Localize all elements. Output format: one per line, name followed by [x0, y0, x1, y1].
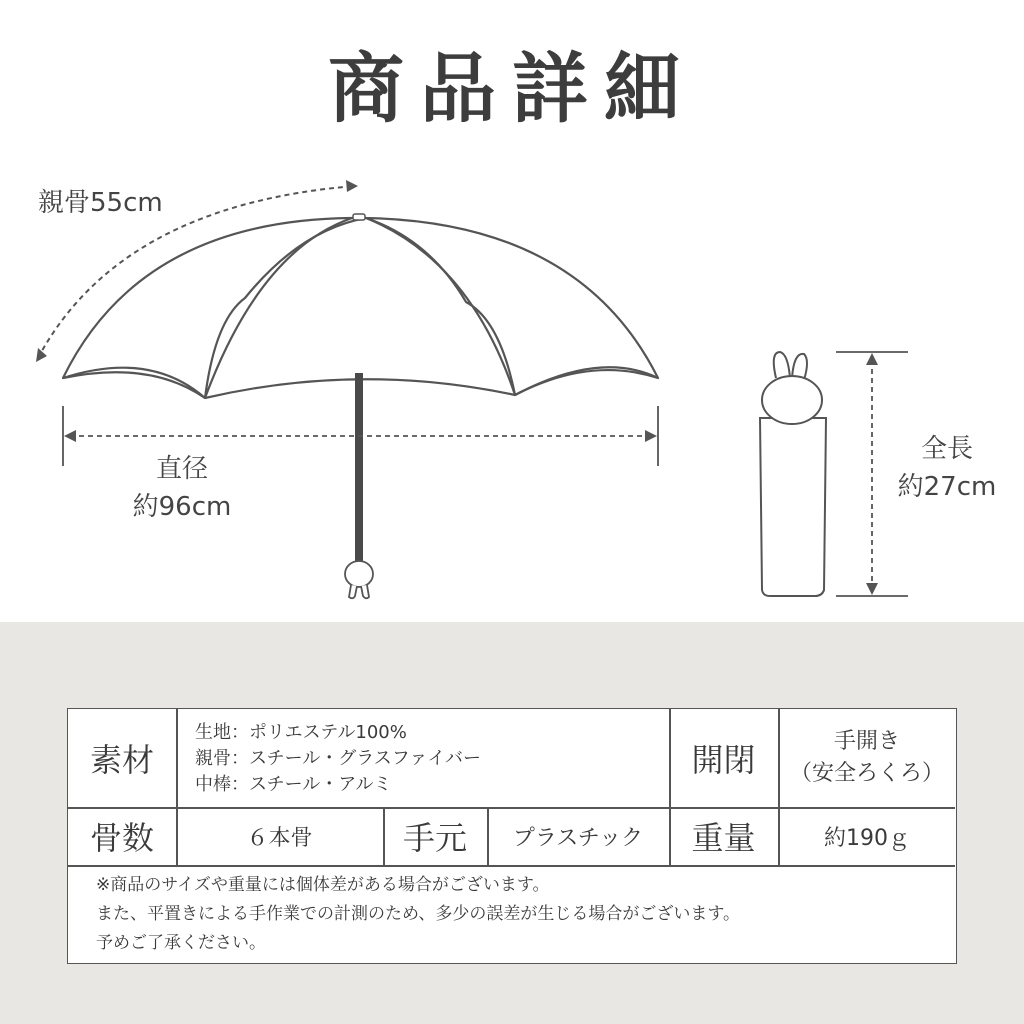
total-length-label: [885, 430, 1009, 506]
notes: [96, 871, 946, 958]
diameter-arrowhead-left: [64, 430, 76, 442]
note-line: ※商品のサイズや重量には個体差がある場合がございます。: [96, 875, 550, 895]
note-line: また、平置きによる手作業での計測のため、多少の誤差が生じる場合がございます。: [96, 904, 740, 924]
umbrella-shaft: [355, 373, 363, 565]
handle-value: プラスチック: [512, 825, 644, 851]
closed-umbrella: [760, 352, 826, 596]
weight-value: 約190ｇ: [824, 825, 910, 851]
rib-arrowhead-end: [346, 180, 358, 192]
diameter-label-text: 直径: [155, 454, 208, 484]
total-length-label-text: 全長: [920, 434, 973, 464]
bunny-handle-icon: [345, 561, 373, 598]
page-title: 商品詳細: [328, 44, 696, 133]
opening-method: 手開き: [833, 729, 900, 754]
handle-header: 手元: [402, 819, 467, 857]
material-header: 素材: [89, 741, 154, 779]
ribs-value: ６本骨: [246, 825, 313, 851]
diameter-label: [120, 450, 244, 526]
opening-header: 開閉: [691, 741, 756, 779]
material-rib: 親骨：スチール・グラスファイバー: [195, 748, 482, 769]
note-line: 予めご了承ください。: [96, 933, 266, 953]
diameter-value: 約96cm: [132, 492, 232, 522]
umbrella-tip: [353, 214, 365, 220]
ribs-header: 骨数: [89, 819, 154, 857]
rib-length-label: 親骨55cm: [38, 188, 163, 218]
length-arrowhead-top: [866, 353, 878, 365]
opening-value: [778, 709, 956, 807]
diameter-arrowhead-right: [645, 430, 657, 442]
length-arrowhead-bottom: [866, 583, 878, 595]
weight-header: 重量: [691, 819, 756, 857]
total-length-value: 約27cm: [897, 472, 997, 502]
umbrella-canopy: [63, 218, 658, 398]
rib-arrowhead-start: [36, 348, 47, 362]
material-shaft: 中棒：スチール・アルミ: [195, 774, 392, 795]
material-fabric: 生地：ポリエステル100%: [195, 722, 407, 743]
opening-safety: （安全ろくろ）: [789, 761, 944, 786]
material-details: [191, 709, 690, 809]
row-divider: [68, 865, 955, 867]
spec-table: [67, 708, 957, 964]
